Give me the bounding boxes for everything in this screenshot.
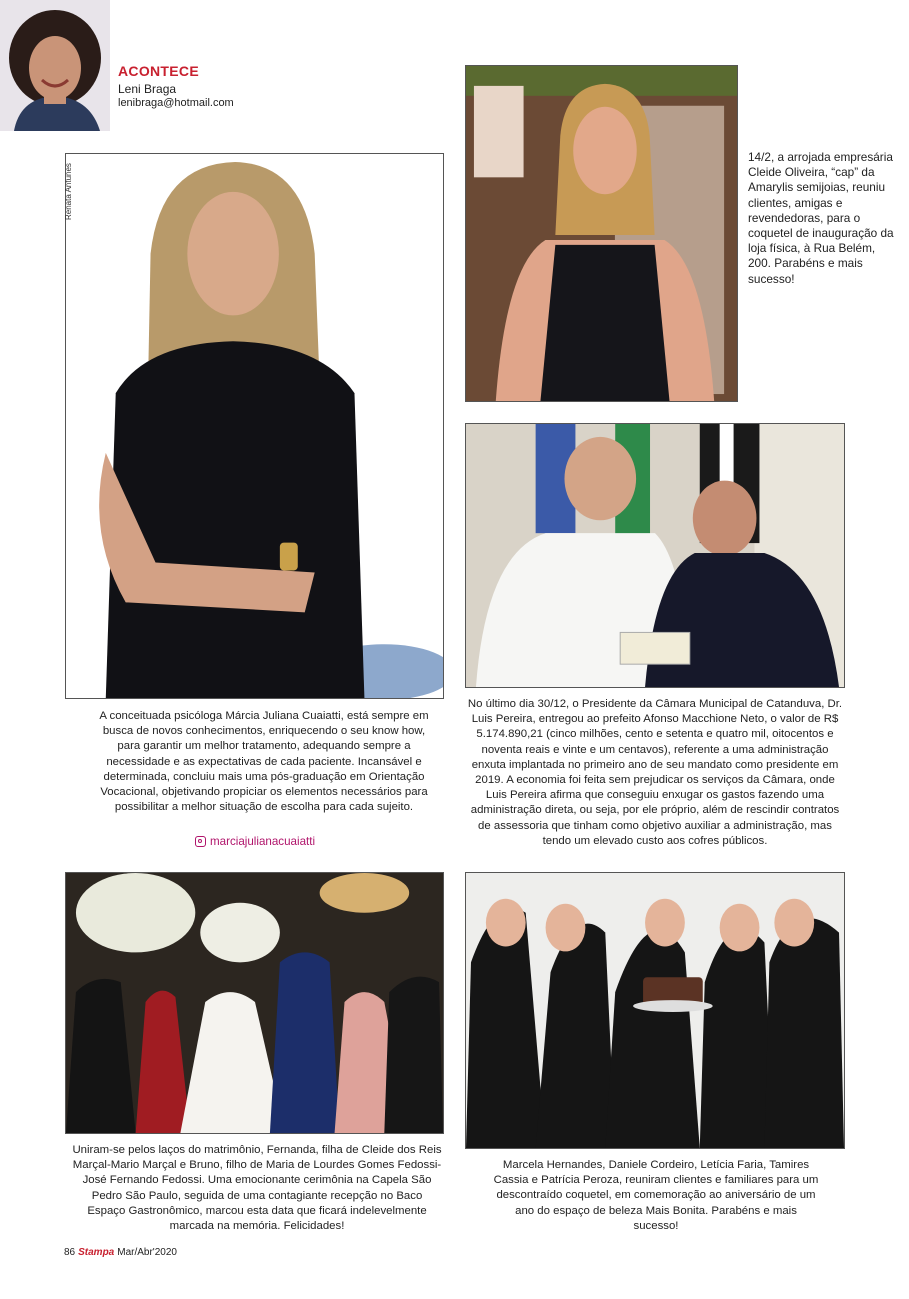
- psychologist-caption: A conceituada psicóloga Márcia Juliana Cuaiatti, está sempre em busca de novos conhecimentos, enriquecendo o seu know how, para garantir um melhor tratamento, adequando sempre a necessidade e as expectativas de cada paciente. Incansável e determinada, concluiu mais uma pós-graduação em Orientação Vocacional, objetivando propiciar os elementos necessários para possibilitar a melhor situação de escolha para cada sujeito.: [99, 710, 429, 814]
- amarylis-photo: [465, 65, 738, 402]
- mais-bonita-photo: [465, 872, 845, 1149]
- columnist-email[interactable]: lenibraga@hotmail.com: [118, 97, 234, 109]
- camara-caption: No último dia 30/12, o Presidente da Câmara Municipal de Catanduva, Dr. Luis Pereira, entregou ao prefeito Afonso Macchione Neto, o valor de R$ 5.174.890,21 (cinco milhões, cento e setenta e quatro mil, oitocentos e noventa reais e vinte e um centavos), referente a uma administração enxuta implantada no primeiro ano de seu mandato como presidente em 2019. A economia foi feita sem prejudicar os serviços da Câmara, onde Luis Pereira afirma que conseguiu enxugar os gastos fazendo uma administração direta, ou seja, por ele próprio, além de rescindir contratos de assessoria que tinham como objetivo auxiliar a administração, mas tendo um elevado custo aos cofres públicos.: [467, 698, 843, 847]
- psychologist-photo: [65, 153, 444, 699]
- page-footer: [64, 1247, 177, 1258]
- photo-credit: Renata Antunes: [64, 163, 73, 220]
- amarylis-caption: 14/2, a arrojada empresária Cleide Oliveira, “cap” da Amarylis semijoias, reuniu clientes, amigas e revendedoras, para o coquetel de inauguração da loja física, à Rua Belém, 200. Parabéns e mais sucesso!: [748, 150, 894, 286]
- instagram-handle-text: marciajulianacuaiatti: [210, 835, 316, 848]
- page-number: 86: [64, 1247, 76, 1258]
- columnist-photo: [0, 0, 110, 131]
- columnist-name: Leni Braga: [118, 82, 177, 96]
- issue-date: Mar/Abr'2020: [117, 1247, 177, 1258]
- section-title: ACONTECE: [118, 63, 199, 79]
- mais-bonita-caption: Marcela Hernandes, Daniele Cordeiro, Letícia Faria, Tamires Cassia e Patrícia Peroza, reuniram clientes e familiares para um descontraído coquetel, em comemoração ao aniversário de um ano do espaço de beleza Mais Bonita. Parabéns e mais sucesso!: [493, 1159, 819, 1232]
- wedding-caption: Uniram-se pelos laços do matrimônio, Fernanda, filha de Cleide dos Reis Marçal-Mario Marçal e Bruno, filho de Maria de Lourdes Gomes Fedossi-José Fernando Fedossi. Uma emocionante cerimônia na Capela São Pedro São Paulo, seguida de uma contagiante recepção no Baco Espaço Gastronômico, marcou esta data que ficará indelevelmente marcada na memória. Felicidades!: [72, 1144, 442, 1233]
- instagram-icon: [195, 836, 206, 847]
- magazine-name: Stampa: [78, 1247, 115, 1258]
- wedding-photo: [65, 872, 444, 1134]
- camara-photo: [465, 423, 845, 688]
- instagram-handle[interactable]: [195, 835, 315, 848]
